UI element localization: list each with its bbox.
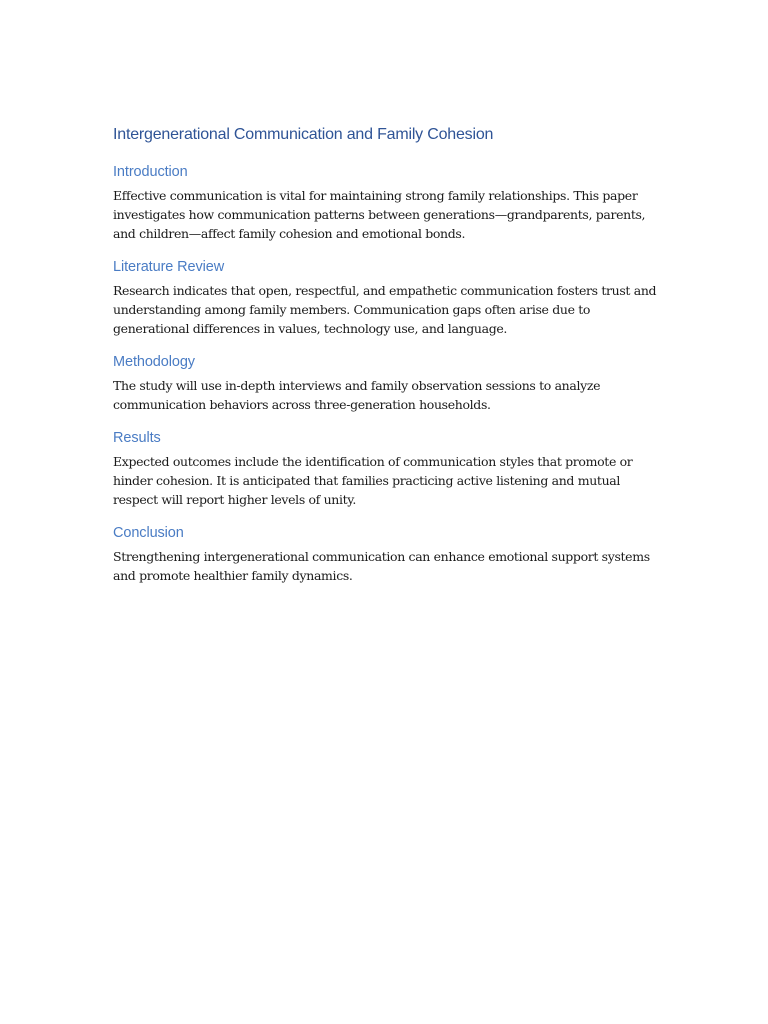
section-heading: Results (113, 430, 161, 446)
section-introduction (113, 162, 663, 243)
section-heading: Methodology (113, 354, 195, 370)
document-title: Intergenerational Communication and Family Cohesion (113, 126, 494, 143)
section-body: Research indicates that open, respectful, and empathetic communication fosters trust and understanding among family members. Communication gaps often arise due to generational differences in values, technology use, and language. (113, 283, 657, 336)
section-results (113, 428, 663, 509)
section-heading: Literature Review (113, 259, 225, 275)
section-heading: Introduction (113, 164, 188, 180)
section-body: Effective communication is vital for maintaining strong family relationships. This paper investigates how communication patterns between generations—grandparents, parents, and children—affect family cohesion and emotional bonds. (113, 188, 646, 241)
section-methodology (113, 352, 663, 414)
document-page (113, 124, 663, 599)
section-body: Expected outcomes include the identification of communication styles that promote or hinder cohesion. It is anticipated that families practicing active listening and mutual respect will report higher levels of unity. (113, 454, 633, 507)
section-heading: Conclusion (113, 525, 184, 541)
section-body: Strengthening intergenerational communication can enhance emotional support systems and promote healthier family dynamics. (113, 549, 650, 583)
section-body: The study will use in-depth interviews and family observation sessions to analyze communication behaviors across three-generation households. (113, 378, 601, 412)
section-literature-review (113, 257, 663, 338)
section-conclusion (113, 523, 663, 585)
